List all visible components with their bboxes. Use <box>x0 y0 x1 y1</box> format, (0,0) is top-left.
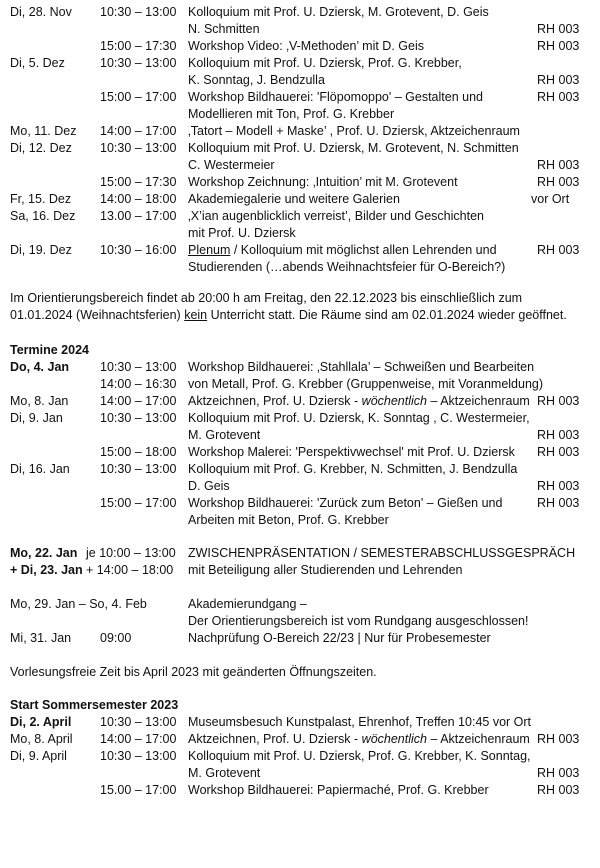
entry-time: 10:30 – 13:00 <box>100 360 177 374</box>
entry-time: 15:00 – 18:00 <box>100 445 177 459</box>
entry-description-rest: / Kolloquium mit möglichst allen Lehrenden und <box>230 243 497 257</box>
entry-text: – Aktzeichenraum <box>427 394 530 408</box>
notice-line <box>10 307 567 323</box>
entry-description: Akademierundgang – <box>188 597 307 611</box>
entry-text: – Aktzeichenraum <box>427 732 530 746</box>
entry-date: Mo, 22. Jan <box>10 546 78 560</box>
entry-description: M. Grotevent <box>188 428 261 442</box>
entry-time: 14:00 – 18:00 <box>100 192 177 206</box>
entry-room: vor Ort <box>531 192 570 206</box>
weekly-text: wöchentlich <box>361 394 427 408</box>
entry-description: M. Grotevent <box>188 766 261 780</box>
entry-date: Fr, 15. Dez <box>10 192 72 206</box>
entry-time: 15:00 – 17:00 <box>100 496 177 510</box>
entry-room: RH 003 <box>537 394 580 408</box>
entry-date: + Di, 23. Jan <box>10 563 83 577</box>
entry-room: RH 003 <box>537 22 580 36</box>
entry-time: 10:30 – 13:00 <box>100 715 177 729</box>
entry-description: Workshop Bildhauerei: 'Flöpomoppo' – Gestalten und <box>188 90 483 104</box>
entry-room: RH 003 <box>537 158 580 172</box>
notice-kein: kein <box>184 308 208 322</box>
entry-description: Arbeiten mit Beton, Prof. G. Krebber <box>188 513 389 527</box>
entry-description: ‚Tatort – Modell + Maske’ , Prof. U. Dziersk, Aktzeichenraum <box>188 124 520 138</box>
entry-description: Kolloquium mit Prof. U. Dziersk, K. Sonntag , C. Westermeier, <box>188 411 530 425</box>
entry-room: RH 003 <box>537 39 580 53</box>
entry-date: Mo, 11. Dez <box>10 124 77 138</box>
entry-description: N. Schmitten <box>188 22 260 36</box>
entry-room: RH 003 <box>537 496 580 510</box>
entry-description: K. Sonntag, J. Bendzulla <box>188 73 325 87</box>
entry-date: Mi, 31. Jan <box>10 631 72 645</box>
entry-description: ZWISCHENPRÄSENTATION / SEMESTERABSCHLUSSGESPRÄCH <box>188 546 576 560</box>
entry-description: mit Prof. U. Dziersk <box>188 226 296 240</box>
weekly-text: wöchentlich <box>361 732 427 746</box>
entry-description: C. Westermeier <box>188 158 275 172</box>
entry-date: Di, 9. Jan <box>10 411 63 425</box>
entry-description: Workshop Bildhauerei: Papiermaché, Prof. G. Krebber <box>188 783 489 797</box>
entry-date: Mo, 8. April <box>10 732 73 746</box>
entry-time: 14:00 – 17:00 <box>100 732 177 746</box>
break-notice: Vorlesungsfreie Zeit bis April 2023 mit geänderten Öffnungszeiten. <box>10 665 377 679</box>
entry-room: RH 003 <box>537 90 580 104</box>
entry-time: 13.00 – 17:00 <box>100 209 177 223</box>
entry-date: Do, 4. Jan <box>10 360 70 374</box>
entry-date: Di, 19. Dez <box>10 243 72 257</box>
entry-time: 14:00 – 16:30 <box>100 377 177 391</box>
entry-time: 10:30 – 13:00 <box>100 462 177 476</box>
entry-description <box>188 393 530 409</box>
entry-text: Aktzeichnen, Prof. U. Dziersk - <box>188 394 362 408</box>
entry-room: RH 003 <box>537 445 580 459</box>
entry-time: 10:30 – 13:00 <box>100 749 177 763</box>
entry-description: Kolloquium mit Prof. U. Dziersk, Prof. G. Krebber, <box>188 56 462 70</box>
entry-room: RH 003 <box>537 175 580 189</box>
entry-description: Workshop Zeichnung: ‚Intuition’ mit M. Grotevent <box>188 175 458 189</box>
entry-description <box>188 731 530 747</box>
entry-date: Di, 9. April <box>10 749 67 763</box>
entry-date: Mo, 8. Jan <box>10 394 69 408</box>
entry-description: ‚X’ian augenblicklich verreist’, Bilder und Geschichten <box>188 209 484 223</box>
entry-date: Mo, 29. Jan – So, 4. Feb <box>10 597 147 611</box>
notice-text: 01.01.2024 (Weihnachtsferien) <box>10 308 185 322</box>
entry-time: 10:30 – 13:00 <box>100 141 177 155</box>
entry-description: mit Beteiligung aller Studierenden und Lehrenden <box>188 563 463 577</box>
entry-description: Workshop Bildhauerei: 'Zurück zum Beton' – Gießen und <box>188 496 503 510</box>
entry-description: D. Geis <box>188 479 230 493</box>
entry-time: 15:00 – 17:00 <box>100 90 177 104</box>
entry-time: je 10:00 – 13:00 <box>86 546 176 560</box>
entry-description: Nachprüfung O-Bereich 22/23 | Nur für Probesemester <box>188 631 491 645</box>
entry-description: Modellieren mit Ton, Prof. G. Krebber <box>188 107 395 121</box>
entry-room: RH 003 <box>537 766 580 780</box>
entry-description: Kolloquium mit Prof. U. Dziersk, Prof. G. Krebber, K. Sonntag, <box>188 749 531 763</box>
section-heading: Start Sommersemester 2023 <box>10 698 179 712</box>
entry-date: Di, 28. Nov <box>10 5 72 19</box>
entry-time: 14:00 – 17:00 <box>100 124 177 138</box>
entry-description: Kolloquium mit Prof. U. Dziersk, M. Grotevent, D. Geis <box>188 5 489 19</box>
entry-date: Di, 12. Dez <box>10 141 72 155</box>
entry-room: RH 003 <box>537 73 580 87</box>
section-heading: Termine 2024 <box>10 343 89 357</box>
entry-date: Sa, 16. Dez <box>10 209 76 223</box>
entry-description: von Metall, Prof. G. Krebber (Gruppenweise, mit Voranmeldung) <box>188 377 544 391</box>
entry-time: 10:30 – 13:00 <box>100 411 177 425</box>
entry-time: 15:00 – 17:30 <box>100 39 177 53</box>
entry-time: 14:00 – 17:00 <box>100 394 177 408</box>
notice-line: Im Orientierungsbereich findet ab 20:00 h am Freitag, den 22.12.2023 bis einschließlich zum <box>10 291 523 305</box>
entry-date: Di, 2. April <box>10 715 72 729</box>
entry-description <box>188 242 497 258</box>
entry-description: Studierenden (…abends Weihnachtsfeier für O-Bereich?) <box>188 260 506 274</box>
entry-description: Kolloquium mit Prof. U. Dziersk, M. Grotevent, N. Schmitten <box>188 141 519 155</box>
entry-time: + 14:00 – 18:00 <box>86 563 174 577</box>
entry-time: 15.00 – 17:00 <box>100 783 177 797</box>
entry-text: Aktzeichnen, Prof. U. Dziersk - <box>188 732 362 746</box>
entry-room: RH 003 <box>537 732 580 746</box>
entry-room: RH 003 <box>537 428 580 442</box>
entry-description: Kolloquium mit Prof. G. Krebber, N. Schmitten, J. Bendzulla <box>188 462 518 476</box>
entry-date: Di, 5. Dez <box>10 56 65 70</box>
entry-description: Museumsbesuch Kunstpalast, Ehrenhof, Treffen 10:45 vor Ort <box>188 715 532 729</box>
entry-time: 10:30 – 13:00 <box>100 56 177 70</box>
entry-room: RH 003 <box>537 243 580 257</box>
entry-description: Workshop Malerei: 'Perspektivwechsel' mit Prof. U. Dziersk <box>188 445 515 459</box>
entry-room: RH 003 <box>537 479 580 493</box>
entry-date: Di, 16. Jan <box>10 462 70 476</box>
notice-text: Unterricht statt. Die Räume sind am 02.01.2024 wieder geöffnet. <box>207 308 567 322</box>
entry-description: Workshop Video: ‚V-Methoden’ mit D. Geis <box>188 39 424 53</box>
entry-room: RH 003 <box>537 783 580 797</box>
plenum-text: Plenum <box>188 243 231 257</box>
entry-description: Akademiegalerie und weitere Galerien <box>188 192 400 206</box>
entry-time: 10:30 – 16:00 <box>100 243 177 257</box>
entry-description: Der Orientierungsbereich ist vom Rundgang ausgeschlossen! <box>188 614 529 628</box>
entry-time: 15:00 – 17:30 <box>100 175 177 189</box>
entry-time: 09:00 <box>100 631 132 645</box>
entry-time: 10:30 – 13:00 <box>100 5 177 19</box>
entry-description: Workshop Bildhauerei: ‚Stahllala’ – Schweißen und Bearbeiten <box>188 360 535 374</box>
